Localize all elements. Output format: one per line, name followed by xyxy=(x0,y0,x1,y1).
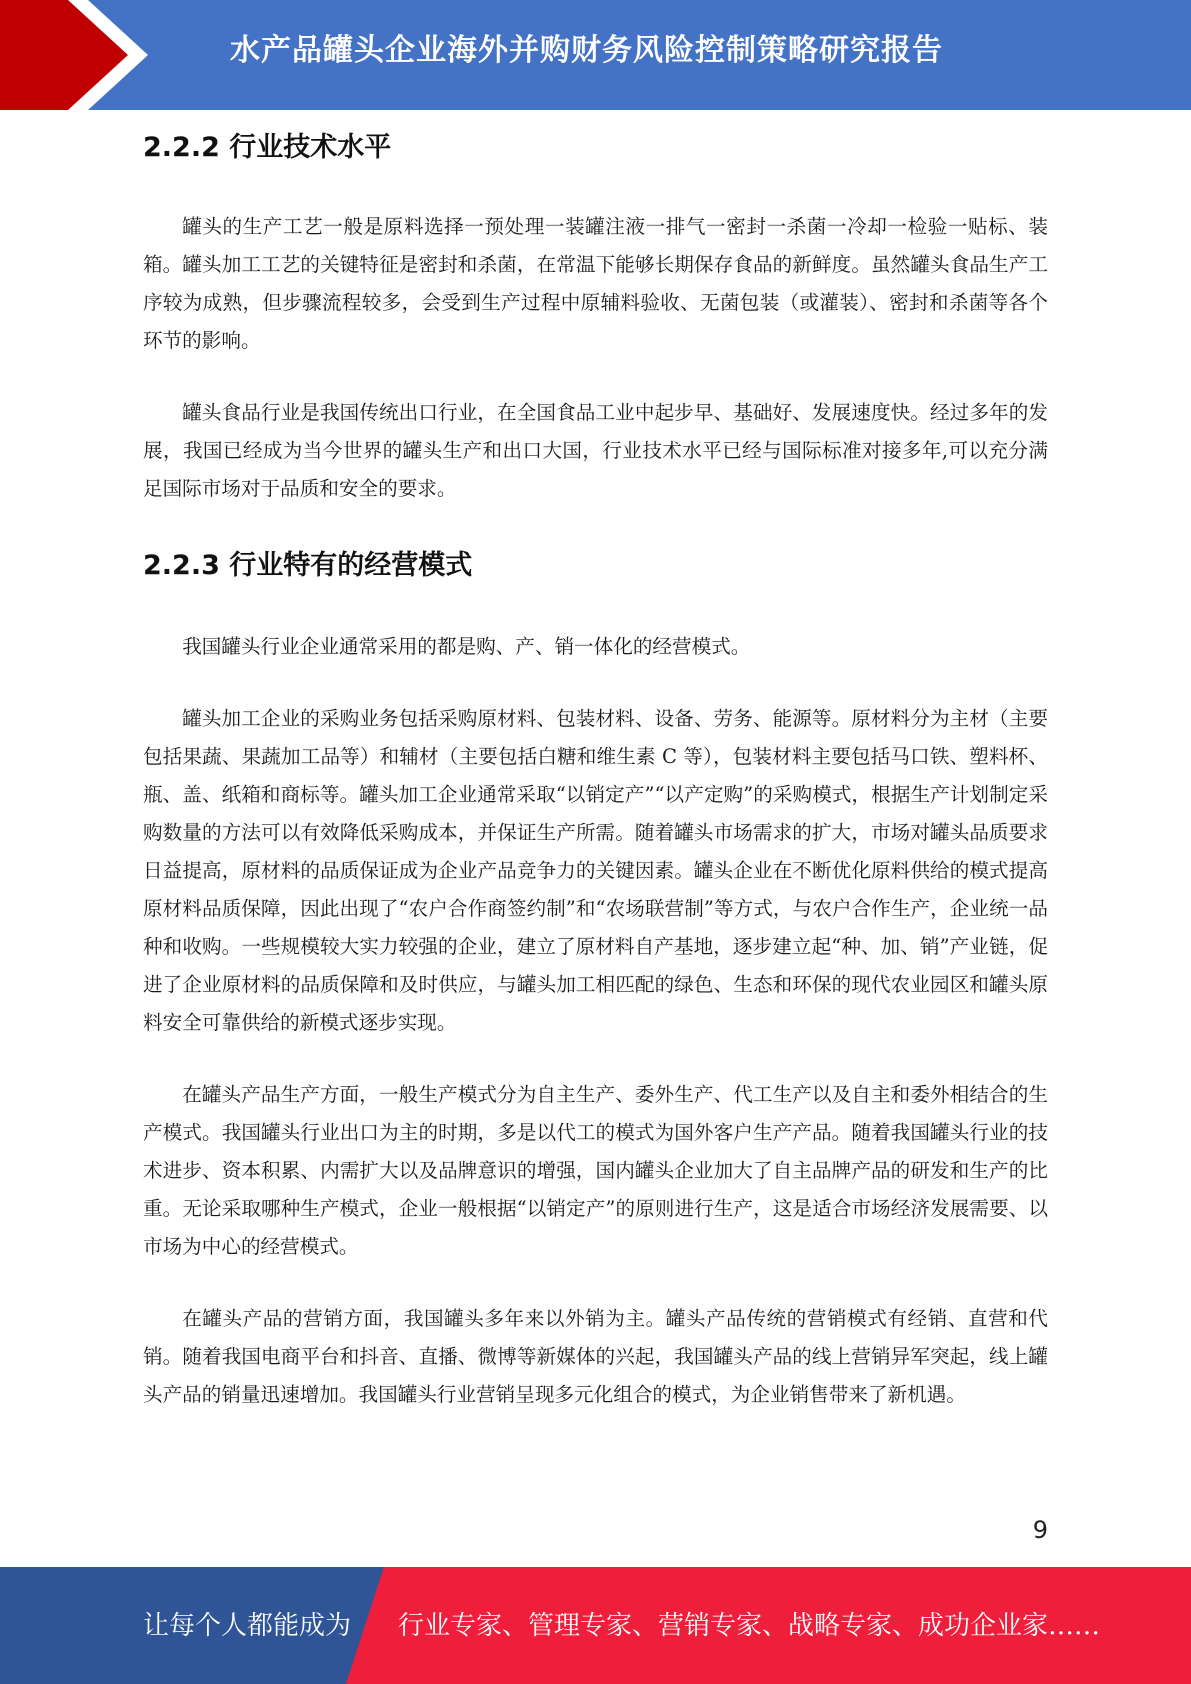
document-body xyxy=(143,128,1048,1414)
body-paragraph: 在罐头产品生产方面，一般生产模式分为自主生产、委外生产、代工生产以及自主和委外相结合的生产模式。我国罐头行业出口为主的时期，多是以代工的模式为国外客户生产产品。随着我国罐头行业的技术进步、资本积累、内需扩大以及品牌意识的增强，国内罐头企业加大了自主品牌产品的研发和生产的比重。无论采取哪种生产模式，企业一般根据“以销定产”的原则进行生产，这是适合市场经济发展需要、以市场为中心的经营模式。 xyxy=(143,1083,1048,1258)
report-title: 水产品罐头企业海外并购财务风险控制策略研究报告 xyxy=(230,33,943,68)
footer-slogan-left: 让每个人都能成为 xyxy=(143,1611,352,1641)
body-paragraph: 罐头食品行业是我国传统出口行业，在全国食品工业中起步早、基础好、发展速度快。经过多年的发展，我国已经成为当今世界的罐头生产和出口大国，行业技术水平已经与国际标准对接多年,可以充分满足国际市场对于品质和安全的要求。 xyxy=(143,401,1048,500)
footer-slogan-right: 行业专家、管理专家、营销专家、战略专家、成功企业家…… xyxy=(398,1611,1101,1641)
page-footer xyxy=(0,1567,1191,1684)
body-paragraph: 罐头加工企业的采购业务包括采购原材料、包装材料、设备、劳务、能源等。原材料分为主材（主要包括果蔬、果蔬加工品等）和辅材（主要包括白糖和维生素 C 等），包装材料主要包括马口铁、塑料杯、瓶、盖、纸箱和商标等。罐头加工企业通常采取“以销定产”“以产定购”的采购模式，根据生产计划制定采购数量的方法可以有效降低采购成本，并保证生产所需。随着罐头市场需求的扩大，市场对罐头品质要求日益提高，原材料的品质保证成为企业产品竞争力的关键因素。罐头企业在不断优化原料供给的模式提高原材料品质保障，因此出现了“农户合作商签约制”和“农场联营制”等方式，与农户合作生产，企业统一品种和收购。一些规模较大实力较强的企业，建立了原材料自产基地，逐步建立起“种、加、销”产业链，促进了企业原材料的品质保障和及时供应，与罐头加工相匹配的绿色、生态和环保的现代农业园区和罐头原料安全可靠供给的新模式逐步实现。 xyxy=(143,707,1048,1034)
section-heading: 2.2.2 行业技术水平 xyxy=(143,132,392,163)
page-number: 9 xyxy=(1032,1516,1048,1544)
body-paragraph: 罐头的生产工艺一般是原料选择一预处理一装罐注液一排气一密封一杀菌一冷却一检验一贴标、装箱。罐头加工工艺的关键特征是密封和杀菌，在常温下能够长期保存食品的新鲜度。虽然罐头食品生产工序较为成熟，但步骤流程较多，会受到生产过程中原辅料验收、无菌包装（或灌装）、密封和杀菌等各个环节的影响。 xyxy=(143,215,1048,352)
page-header xyxy=(0,0,1191,110)
body-paragraph: 我国罐头行业企业通常采用的都是购、产、销一体化的经营模式。 xyxy=(182,635,751,658)
body-paragraph: 在罐头产品的营销方面，我国罐头多年来以外销为主。罐头产品传统的营销模式有经销、直营和代销。随着我国电商平台和抖音、直播、微博等新媒体的兴起，我国罐头产品的线上营销异军突起，线上罐头产品的销量迅速增加。我国罐头行业营销呈现多元化组合的模式，为企业销售带来了新机遇。 xyxy=(143,1307,1048,1406)
section-heading: 2.2.3 行业特有的经营模式 xyxy=(143,550,473,581)
